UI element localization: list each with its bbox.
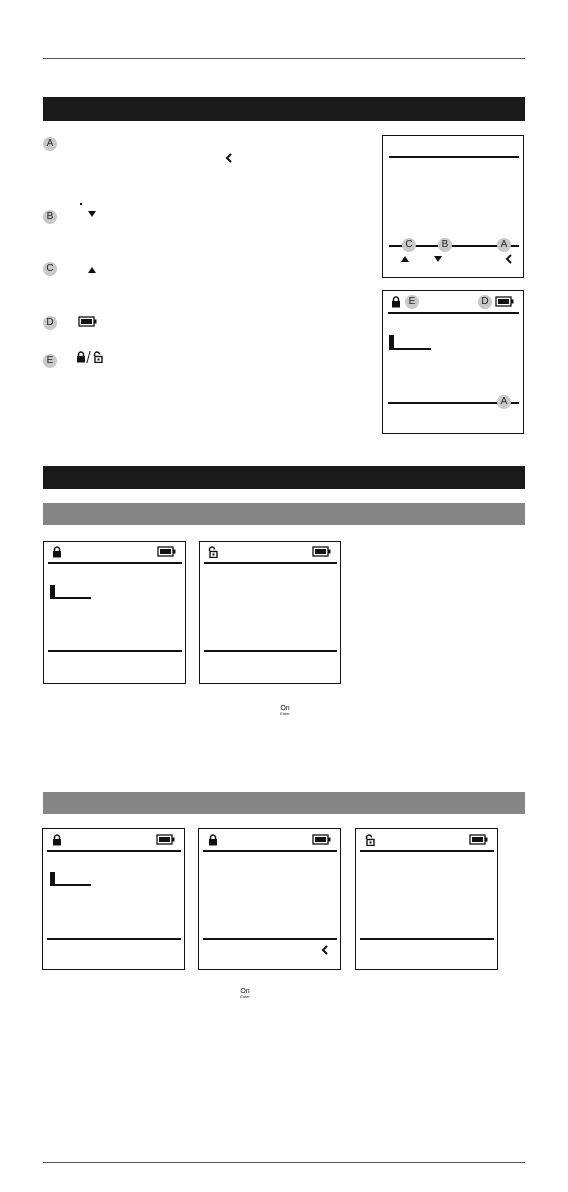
- lock-open-icon: [207, 546, 219, 558]
- lock-closed-icon: [52, 546, 62, 558]
- display-locked-entry: [43, 541, 186, 684]
- display-unlocked: [199, 541, 341, 684]
- lock-closed-icon: [52, 834, 62, 846]
- diagram-badge-c: C: [402, 238, 416, 252]
- input-underline: [389, 348, 431, 350]
- slash-separator: [86, 351, 90, 363]
- display-diagram-status: [382, 290, 524, 434]
- legend-badge-b: B: [43, 210, 57, 224]
- lock-closed-icon: [391, 296, 401, 308]
- diagram-badge-a: A: [497, 238, 511, 252]
- battery-icon: [495, 296, 515, 307]
- battery-icon: [312, 546, 332, 557]
- arrow-down-icon: [87, 210, 97, 218]
- display-diagram-keys: [382, 135, 524, 278]
- display-bottom-line: [48, 650, 182, 652]
- lock-open-icon: [92, 351, 104, 363]
- diagram-badge-a: A: [497, 395, 511, 409]
- section-header-bar: [43, 97, 525, 121]
- display-top-line: [47, 850, 181, 852]
- legend-badge-e: E: [43, 354, 57, 368]
- battery-icon: [78, 316, 98, 327]
- section-header-bar: [43, 466, 525, 489]
- display-unlocked: [355, 828, 498, 970]
- input-underline: [50, 597, 91, 599]
- bottom-rule: [43, 1162, 525, 1163]
- display-top-line: [389, 156, 519, 158]
- legend-badge-d: D: [43, 316, 57, 330]
- legend-badge-c: C: [43, 262, 57, 276]
- enter-key-label: Enter: [280, 711, 290, 716]
- lock-closed-icon: [76, 351, 86, 363]
- on-key-label: On: [240, 988, 250, 995]
- battery-icon: [312, 834, 332, 845]
- arrow-left-icon: [505, 254, 513, 264]
- subsection-bar: [43, 792, 525, 814]
- input-cursor: [389, 335, 394, 348]
- display-bottom-line: [203, 938, 337, 940]
- enter-key-label: Enter: [240, 994, 250, 999]
- arrow-left-icon: [321, 945, 329, 955]
- dot-mark: [80, 203, 82, 205]
- on-key-label: On: [280, 705, 290, 712]
- diagram-badge-e: E: [405, 295, 419, 309]
- display-top-line: [204, 562, 337, 564]
- arrow-left-icon: [225, 153, 233, 163]
- on-enter-key-icon: [278, 705, 292, 716]
- arrow-up-icon: [87, 266, 97, 274]
- display-locked-entry: [42, 828, 185, 970]
- display-top-line: [203, 850, 337, 852]
- battery-icon: [156, 834, 176, 845]
- diagram-badge-b: B: [438, 238, 452, 252]
- lock-closed-icon: [208, 834, 218, 846]
- display-bottom-line: [47, 938, 181, 940]
- on-enter-key-icon: [238, 988, 252, 999]
- lock-open-icon: [364, 834, 376, 846]
- battery-icon: [157, 546, 177, 557]
- display-top-line: [388, 312, 519, 314]
- display-bottom-line: [204, 650, 337, 652]
- battery-icon: [469, 834, 489, 845]
- arrow-up-icon: [400, 255, 410, 263]
- display-top-line: [48, 562, 182, 564]
- input-underline: [50, 884, 91, 886]
- display-bottom-line: [360, 938, 494, 940]
- display-locked-confirm: [198, 828, 341, 970]
- top-rule: [43, 58, 525, 59]
- subsection-bar: [43, 503, 525, 525]
- display-top-line: [360, 850, 494, 852]
- diagram-badge-d: D: [478, 295, 492, 309]
- legend-badge-a: A: [43, 137, 57, 151]
- arrow-down-icon: [433, 255, 443, 263]
